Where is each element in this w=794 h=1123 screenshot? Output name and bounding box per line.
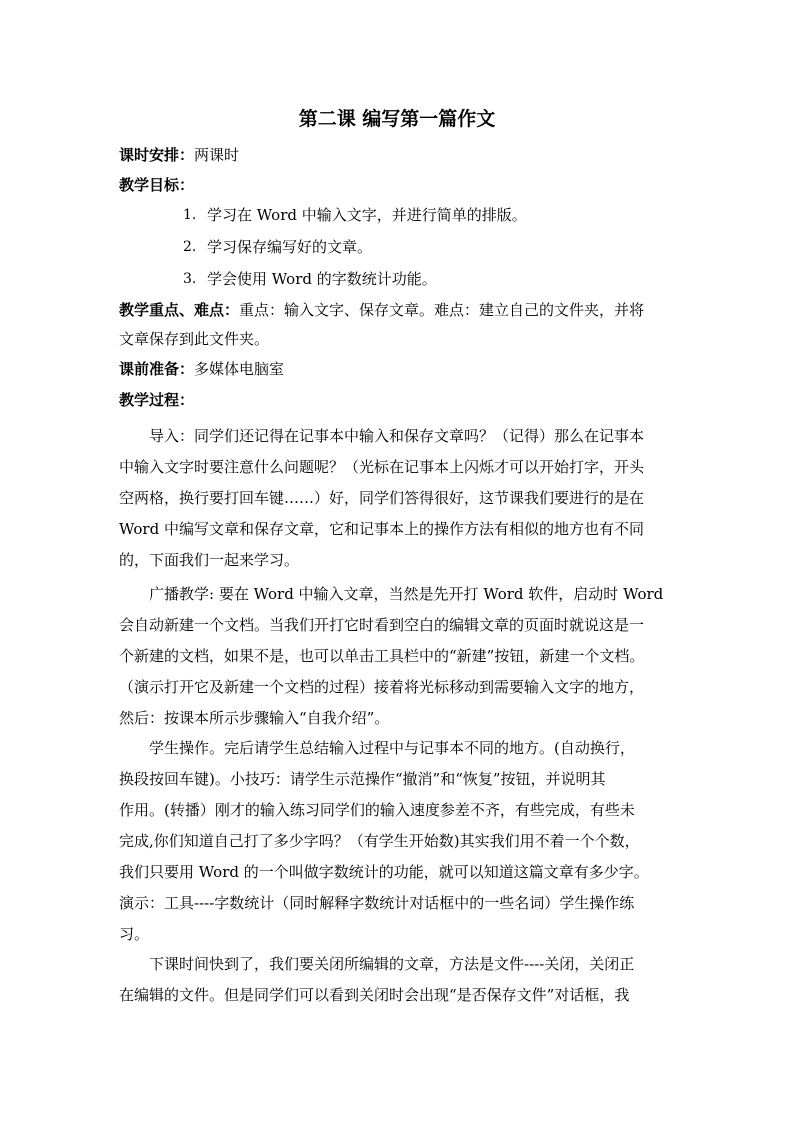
objective-number: 2. — [183, 239, 197, 255]
objective-text: 学习在 Word 中输入文字，并进行简单的排版。 — [207, 206, 527, 224]
keypoints-label: 教学重点、难点： — [119, 301, 240, 319]
paragraph-line: 然后：按课本所示步骤输入“自我介绍”。 — [119, 709, 390, 727]
paragraph-line: 我们只要用 Word 的一个叫做字数统计的功能，就可以知道这篇文章有多少字。 — [119, 863, 649, 881]
schedule-line — [119, 144, 239, 166]
paragraph-line: 演示：工具----字数统计（同时解释字数统计对话框中的一些名词）学生操作练 — [119, 894, 635, 912]
objective-number: 1. — [183, 207, 197, 223]
preparation-value: 多媒体电脑室 — [194, 360, 285, 378]
paragraph-line: 会自动新建一个文档。当我们开打它时看到空白的编辑文章的页面时就说这是一 — [119, 616, 645, 634]
keypoints-line — [119, 299, 644, 321]
paragraph-line: 换段按回车键)。小技巧：请学生示范操作“撤消”和“恢复”按钮，并说明其 — [119, 770, 606, 788]
keypoints-text: 重点：输入文字、保存文章。难点：建立自己的文件夹，并将 — [239, 301, 645, 319]
paragraph-line: 作用。(转播）刚才的输入练习同学们的输入速度参差不齐，有些完成，有些未 — [119, 801, 635, 819]
paragraph-line: 空两格，换行要打回车键……）好，同学们答得很好，这节课我们要进行的是在 — [119, 489, 645, 507]
paragraph-line: 习。 — [119, 925, 150, 943]
lesson-title: 第二课 编写第一篇作文 — [298, 108, 496, 130]
paragraph-line: 中输入文字时要注意什么问题呢？（光标在记事本上闪烁才可以开始打字，开头 — [119, 458, 645, 476]
paragraph-line: 完成,你们知道自己打了多少字吗？（有学生开始数)其实我们用不着一个个数， — [119, 832, 640, 850]
paragraph-line: 导入：同学们还记得在记事本中输入和保存文章吗？（记得）那么在记事本 — [149, 427, 645, 445]
schedule-value: 两课时 — [194, 146, 240, 164]
paragraph-line: 的，下面我们一起来学习。 — [119, 551, 300, 569]
objectives-label: 教学目标： — [119, 176, 195, 194]
paragraph-line: 在编辑的文件。但是同学们可以看到关闭时会出现“是否保存文件”对话框，我 — [119, 986, 630, 1004]
preparation-label: 课前准备： — [119, 360, 195, 378]
paragraph-line: （演示打开它及新建一个文档的过程）接着将光标移动到需要输入文字的地方， — [119, 678, 645, 696]
paragraph-line: Word 中编写文章和保存文章，它和记事本上的操作方法有相似的地方也有不同 — [119, 520, 644, 538]
schedule-label: 课时安排： — [119, 146, 195, 164]
objective-number: 3. — [183, 271, 197, 287]
preparation-line — [119, 358, 284, 380]
paragraph-line: 个新建的文档，如果不是，也可以单击工具栏中的“新建”按钮，新建一个文档。 — [119, 647, 645, 665]
objective-text: 学会使用 Word 的字数统计功能。 — [207, 270, 437, 288]
process-label: 教学过程： — [119, 391, 195, 409]
paragraph-line: 广播教学: 要在 Word 中输入文章，当然是先开打 Word 软件，启动时 Word — [149, 585, 664, 603]
objective-text: 学习保存编写好的文章。 — [207, 238, 373, 256]
paragraph-line: 下课时间快到了，我们要关闭所编辑的文章，方法是文件----关闭，关闭正 — [149, 955, 635, 973]
paragraph-line: 学生操作。完后请学生总结输入过程中与记事本不同的地方。(自动换行， — [149, 739, 635, 757]
keypoints-continuation: 文章保存到此文件夹。 — [119, 330, 270, 348]
